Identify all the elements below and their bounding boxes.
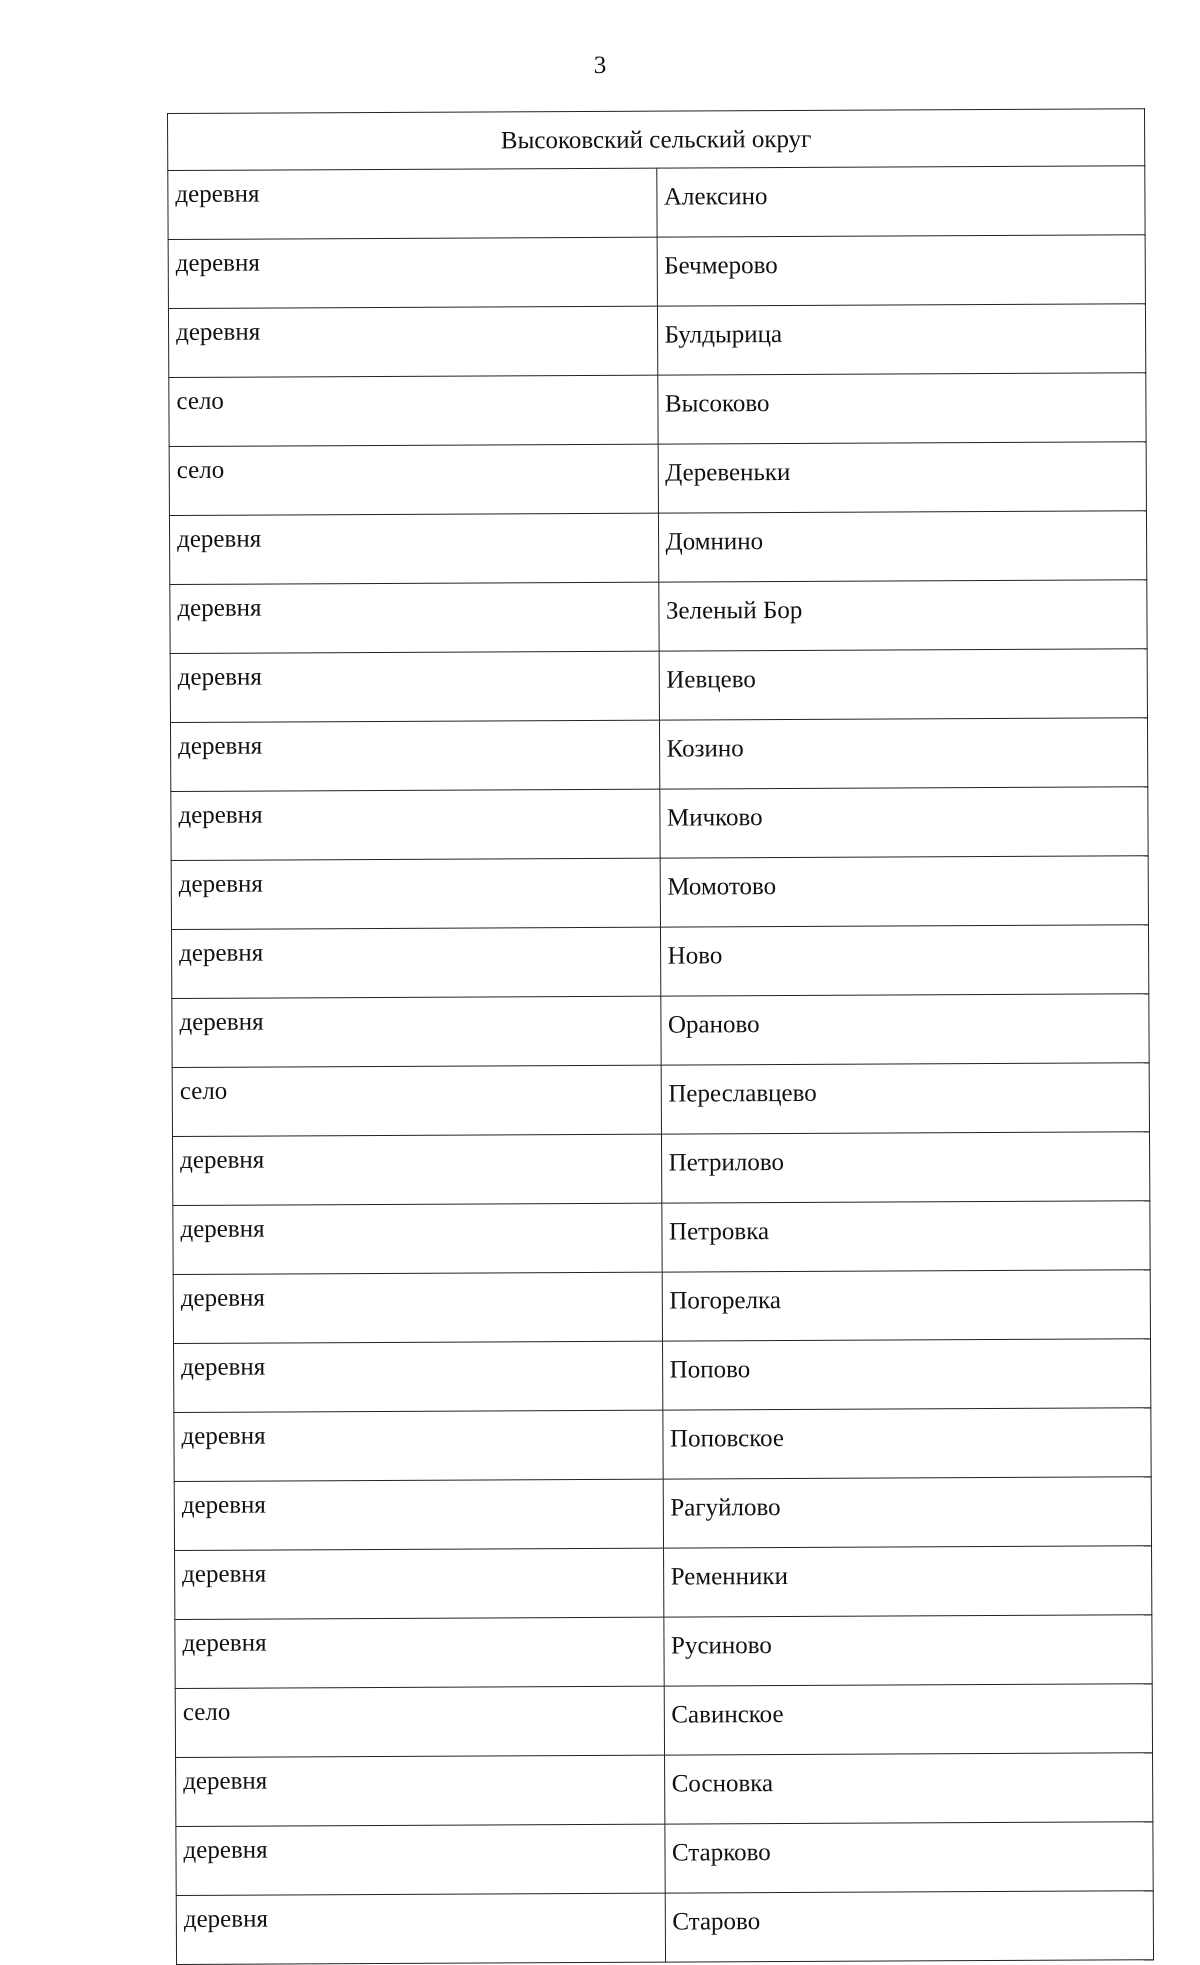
settlement-name-cell: Высоково [657,373,1146,444]
table-row [170,718,1147,792]
settlement-name-cell: Сосновка [664,1753,1153,1824]
table-row [168,166,1145,240]
settlement-name-cell: Ременники [663,1546,1152,1617]
table-header: Высоковский сельский округ [168,109,1145,171]
settlements-table [167,108,1154,1965]
settlement-name-cell: Савинское [664,1684,1153,1755]
settlement-type-cell: село [175,1686,664,1757]
settlement-name-cell: Погорелка [662,1270,1151,1341]
settlement-type-cell: деревня [176,1824,665,1895]
table-row [169,373,1146,447]
table-row [171,787,1148,861]
table-row [169,442,1146,516]
table-row [175,1615,1152,1689]
table-row [173,1201,1150,1275]
table-row [171,925,1148,999]
table-row [170,580,1147,654]
settlement-type-cell: деревня [174,1479,663,1550]
table-row [176,1891,1153,1965]
settlement-type-cell: деревня [169,513,658,584]
table-row [169,511,1146,585]
table-row [173,1132,1150,1206]
settlement-type-cell: деревня [175,1548,664,1619]
table-row [176,1753,1153,1827]
settlement-name-cell: Ново [660,925,1149,996]
settlement-type-cell: село [169,444,658,515]
table-row [168,304,1145,378]
table-row [173,1270,1150,1344]
table-row [175,1546,1152,1620]
settlement-type-cell: деревня [170,720,659,791]
settlement-name-cell: Переславцево [661,1063,1150,1134]
table-row [174,1408,1151,1482]
settlement-type-cell: деревня [171,927,660,998]
settlement-type-cell: деревня [172,996,661,1067]
table-header-row [168,109,1145,171]
settlement-name-cell: Алексино [656,166,1145,237]
settlement-name-cell: Попово [662,1339,1151,1410]
settlement-name-cell: Ораново [660,994,1149,1065]
settlement-name-cell: Иевцево [659,649,1148,720]
table-row [174,1339,1151,1413]
settlement-type-cell: деревня [171,789,660,860]
settlement-name-cell: Русиново [663,1615,1152,1686]
page-number: 3 [593,52,607,79]
settlement-name-cell: Петровка [661,1201,1150,1272]
settlement-type-cell: деревня [171,858,660,929]
settlement-name-cell: Зеленый Бор [658,580,1147,651]
settlement-type-cell: деревня [168,237,657,308]
settlement-name-cell: Петрилово [661,1132,1150,1203]
settlement-type-cell: село [172,1065,661,1136]
settlement-type-cell: деревня [170,582,659,653]
settlement-type-cell: деревня [168,306,657,377]
table-row [174,1477,1151,1551]
settlement-name-cell: Козино [659,718,1148,789]
settlement-type-cell: деревня [174,1410,663,1481]
settlement-type-cell: деревня [173,1272,662,1343]
settlement-name-cell: Деревеньки [658,442,1147,513]
settlement-name-cell: Старово [665,1891,1154,1962]
settlement-type-cell: деревня [174,1341,663,1412]
settlement-name-cell: Бечмерово [657,235,1146,306]
settlement-name-cell: Момотово [660,856,1149,927]
settlement-type-cell: деревня [173,1203,662,1274]
table-row [175,1684,1152,1758]
table-row [171,856,1148,930]
table-row [170,649,1147,723]
settlement-name-cell: Домнино [658,511,1147,582]
table-row [172,1063,1149,1137]
settlement-name-cell: Старково [664,1822,1153,1893]
table-row [176,1822,1153,1896]
table-row [168,235,1145,309]
settlement-type-cell: деревня [176,1893,665,1964]
settlement-name-cell: Рагуйлово [663,1477,1152,1548]
settlement-type-cell: село [169,375,658,446]
settlement-type-cell: деревня [170,651,659,722]
settlement-type-cell: деревня [175,1617,664,1688]
settlement-name-cell: Мичково [659,787,1148,858]
settlement-name-cell: Поповское [662,1408,1151,1479]
settlement-type-cell: деревня [173,1134,662,1205]
settlement-type-cell: деревня [176,1755,665,1826]
table-row [172,994,1149,1068]
settlement-type-cell: деревня [168,168,657,239]
settlement-name-cell: Булдырица [657,304,1146,375]
